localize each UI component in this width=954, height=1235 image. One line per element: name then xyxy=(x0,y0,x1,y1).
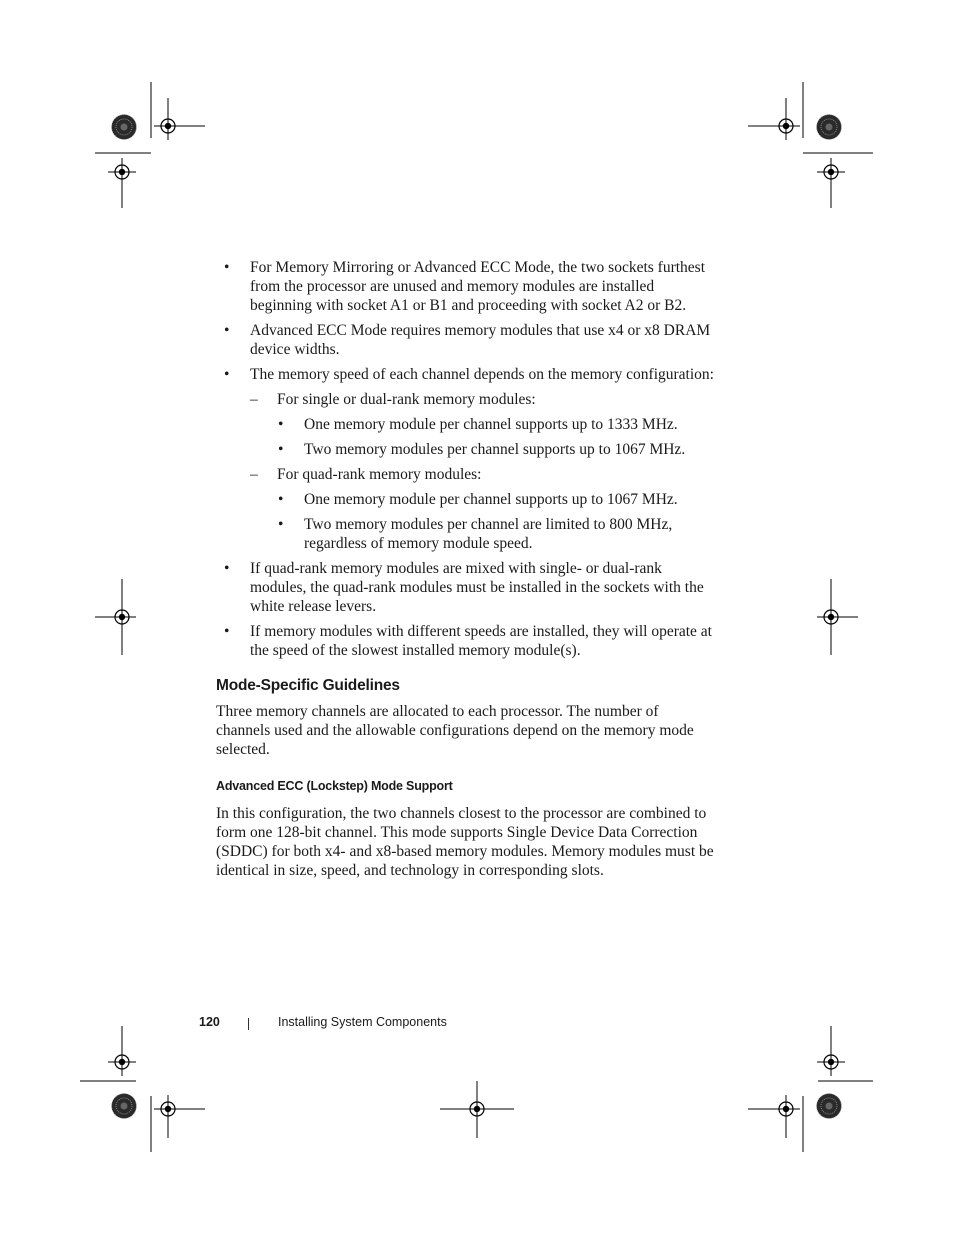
nested-list-item xyxy=(216,440,716,459)
crosshair-mark xyxy=(108,603,136,631)
nested-list-item xyxy=(216,415,716,434)
bullet-icon: • xyxy=(224,560,230,577)
bullet-icon: • xyxy=(278,491,284,508)
bullet-icon: • xyxy=(278,516,284,533)
nested-list-item-text: Two memory modules per channel supports up to 1067 MHz. xyxy=(304,441,686,458)
bullet-icon: • xyxy=(278,441,284,458)
sublist-item xyxy=(216,390,716,409)
crosshair-mark xyxy=(154,112,182,140)
nested-list-item-text: Two memory modules per channel are limited to 800 MHz, regardless of memory module speed. xyxy=(304,516,673,552)
speed-sublist xyxy=(216,390,716,553)
list-item-text: For Memory Mirroring or Advanced ECC Mode, the two sockets furthest from the processor are unused and memory modules are installed beginning with socket A1 or B1 and proceeding with socket A2 or B2. xyxy=(250,259,706,314)
crosshair-mark xyxy=(463,1095,491,1123)
crosshair-mark xyxy=(154,1095,182,1123)
registration-star-mark xyxy=(817,115,842,140)
crosshair-mark xyxy=(817,1048,845,1076)
sublist-item-text: For quad-rank memory modules: xyxy=(277,466,482,483)
crosshair-mark xyxy=(108,1048,136,1076)
requirements-list xyxy=(216,258,716,384)
bullet-icon: • xyxy=(224,623,230,640)
list-item xyxy=(216,321,716,359)
subsection-paragraph: In this configuration, the two channels closest to the processor are combined to form one 128-bit channel. This mode supports Single Device Data Correction (SDDC) for both x4- and x8-based memory modules. Memory modules must be identical in size, speed, and technology in corresponding slots. xyxy=(216,805,714,879)
crosshair-mark xyxy=(772,112,800,140)
bullet-icon: • xyxy=(224,366,230,383)
nested-list-item xyxy=(216,515,716,553)
nested-list-item-text: One memory module per channel supports up to 1333 MHz. xyxy=(304,416,678,433)
page-content xyxy=(216,258,716,880)
list-item-text: Advanced ECC Mode requires memory modules that use x4 or x8 DRAM device widths. xyxy=(250,322,711,358)
section-heading: Mode-Specific Guidelines xyxy=(216,677,400,694)
footer-divider xyxy=(248,1018,249,1030)
chapter-title: Installing System Components xyxy=(278,1015,447,1029)
sublist-item xyxy=(216,465,716,484)
list-item xyxy=(216,258,716,315)
bullet-icon: • xyxy=(224,259,230,276)
registration-star-mark xyxy=(817,1094,842,1119)
page-number: 120 xyxy=(199,1015,220,1029)
sublist-item-text: For single or dual-rank memory modules: xyxy=(277,391,536,408)
list-item xyxy=(216,365,716,384)
crosshair-mark xyxy=(817,158,845,186)
registration-star-mark xyxy=(112,115,137,140)
list-item xyxy=(216,622,716,660)
section-paragraph: Three memory channels are allocated to each processor. The number of channels used and the allowable configurations depend on the memory mode selected. xyxy=(216,703,694,758)
list-item-text: If quad-rank memory modules are mixed with single- or dual-rank modules, the quad-rank modules must be installed in the sockets with the white release levers. xyxy=(250,560,704,615)
subsection-heading: Advanced ECC (Lockstep) Mode Support xyxy=(216,779,453,793)
bullet-icon: • xyxy=(278,416,284,433)
nested-list-item-text: One memory module per channel supports up to 1067 MHz. xyxy=(304,491,678,508)
list-item-text: The memory speed of each channel depends on the memory configuration: xyxy=(250,366,714,383)
dash-icon: – xyxy=(250,466,258,483)
list-item xyxy=(216,559,716,616)
dash-icon: – xyxy=(250,391,258,408)
nested-list-item xyxy=(216,490,716,509)
registration-star-mark xyxy=(112,1094,137,1119)
bullet-icon: • xyxy=(224,322,230,339)
crosshair-mark xyxy=(772,1095,800,1123)
crosshair-mark xyxy=(108,158,136,186)
crosshair-mark xyxy=(817,603,845,631)
list-item-text: If memory modules with different speeds are installed, they will operate at the speed of the slowest installed memory module(s). xyxy=(250,623,712,659)
requirements-list-continued xyxy=(216,559,716,660)
